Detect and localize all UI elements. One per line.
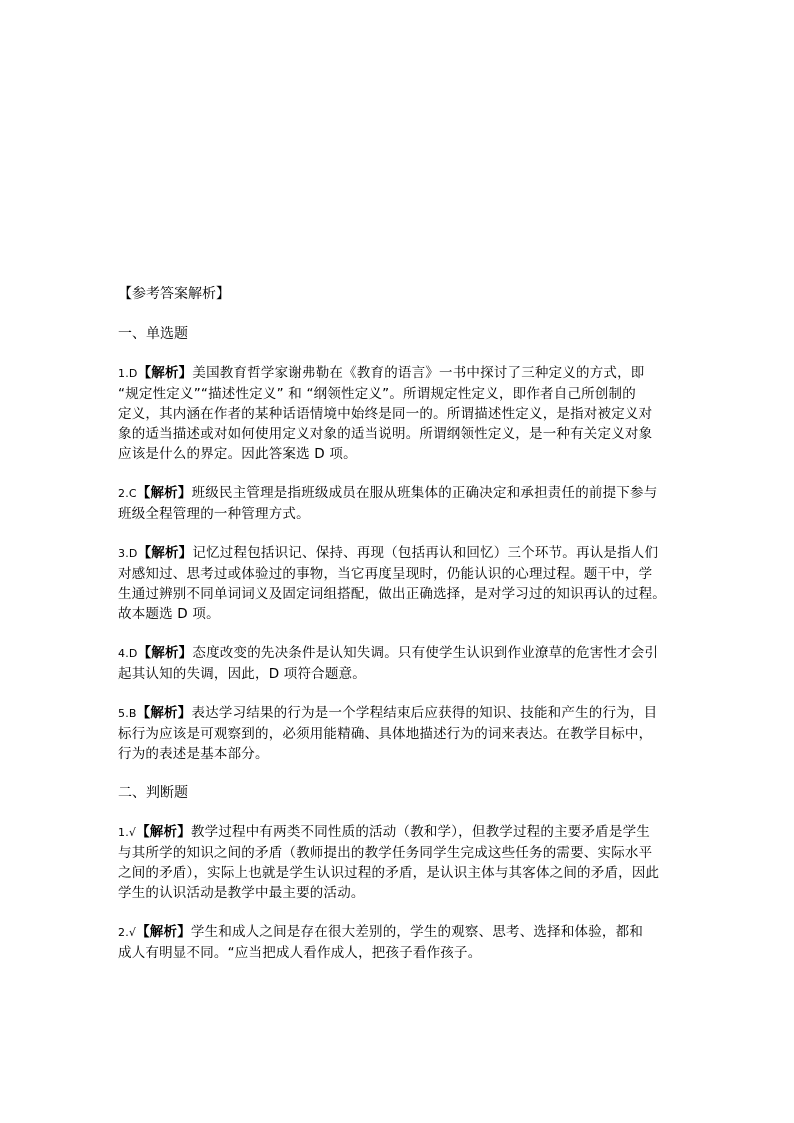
answer-text: 教学过程中有两类不同性质的活动（教和学），但教学过程的主要矛盾是学生 — [190, 824, 650, 840]
answer-line: 成人有明显不同。“应当把成人看作成人，把孩子看作孩子。 — [118, 945, 482, 961]
answer-number: 1.D — [118, 367, 138, 380]
answer-line: 标行为应该是可观察到的，必须用能精确、具体地描述行为的词来表达。在教学目标中， — [118, 726, 653, 742]
section-heading-single-choice: 一、单选题 — [118, 326, 188, 342]
analysis-tag: 【解析】 — [137, 365, 193, 381]
analysis-tag: 【解析】 — [136, 705, 192, 721]
analysis-tag: 【解析】 — [136, 824, 191, 840]
answer-item-5 — [118, 703, 678, 764]
answer-number: 3.D — [118, 547, 138, 560]
answer-number: 2.C — [118, 487, 137, 500]
answer-line — [118, 643, 678, 664]
answer-line: 行为的表述是基本部分。 — [118, 746, 269, 762]
answer-explanation-document — [118, 284, 678, 982]
answer-number: 1.√ — [118, 826, 137, 839]
answer-line: 之间的矛盾），实际上也就是学生认识过程的矛盾，是认识主体与其客体之间的矛盾，因此 — [118, 865, 660, 881]
answer-line: 对感知过、思考过或体验过的事物，当它再度呈现时，仍能认识的心理过程。题干中，学 — [118, 566, 653, 582]
answer-line: “规定性定义”“描述性定义” 和 “纲领性定义”。所谓规定性定义，即作者自己所创制的 — [118, 386, 636, 402]
answer-number: 5.B — [118, 707, 137, 720]
answer-line — [118, 483, 678, 504]
answer-item-1 — [118, 363, 678, 464]
answer-number: 4.D — [118, 647, 138, 660]
answer-text: 学生和成人之间是存在很大差别的，学生的观察、思考、选择和体验，都和 — [190, 924, 644, 940]
answer-item-2 — [118, 483, 678, 524]
answer-line: 班级全程管理的一种管理方式。 — [118, 506, 310, 522]
answer-line — [118, 822, 678, 843]
answer-number: 2.√ — [118, 926, 137, 939]
answer-text: 美国教育哲学家谢弗勒在《教育的语言》一书中探讨了三种定义的方式，即 — [192, 365, 645, 381]
answer-line: 生通过辨别不同单词词义及固定词组搭配，做出正确选择，是对学习过的知识再认的过程。 — [118, 586, 666, 602]
answer-line: 与其所学的知识之间的矛盾（教师提出的教学任务同学生完成这些任务的需要、实际水平 — [118, 845, 653, 861]
answer-line: 应该是什么的界定。因此答案选 D 项。 — [118, 446, 357, 462]
answer-line — [118, 922, 678, 943]
answer-line — [118, 703, 678, 724]
answer-text: 态度改变的先决条件是认知失调。只有使学生认识到作业潦草的危害性才会引 — [192, 645, 659, 661]
answer-text: 记忆过程包括识记、保持、再现（包括再认和回忆）三个环节。再认是指人们 — [192, 545, 659, 561]
analysis-tag: 【解析】 — [136, 485, 192, 501]
analysis-tag: 【解析】 — [137, 645, 193, 661]
answer-text: 班级民主管理是指班级成员在服从班集体的正确决定和承担责任的前提下参与 — [191, 485, 658, 501]
answer-line: 象的适当描述或对如何使用定义对象的适当说明。所谓纲领性定义，是一种有关定义对象 — [118, 426, 653, 442]
answer-item-4 — [118, 643, 678, 684]
analysis-tag: 【解析】 — [136, 924, 191, 940]
document-title: 【参考答案解析】 — [118, 286, 230, 302]
section-heading-true-false: 二、判断题 — [118, 785, 188, 801]
analysis-tag: 【解析】 — [137, 545, 193, 561]
answer-line — [118, 543, 678, 564]
answer-line — [118, 363, 678, 384]
answer-line: 故本题选 D 项。 — [118, 606, 220, 622]
judgment-item-2 — [118, 922, 678, 963]
answer-text: 表达学习结果的行为是一个学程结束后应获得的知识、技能和产生的行为，目 — [191, 705, 658, 721]
judgment-item-1 — [118, 822, 678, 903]
answer-line: 定义，其内涵在作者的某种话语情境中始终是同一的。所谓描述性定义，是指对被定义对 — [118, 406, 653, 422]
answer-line: 起其认知的失调，因此，D 项符合题意。 — [118, 666, 366, 682]
answer-item-3 — [118, 543, 678, 624]
answer-line: 学生的认识活动是教学中最主要的活动。 — [118, 885, 365, 901]
